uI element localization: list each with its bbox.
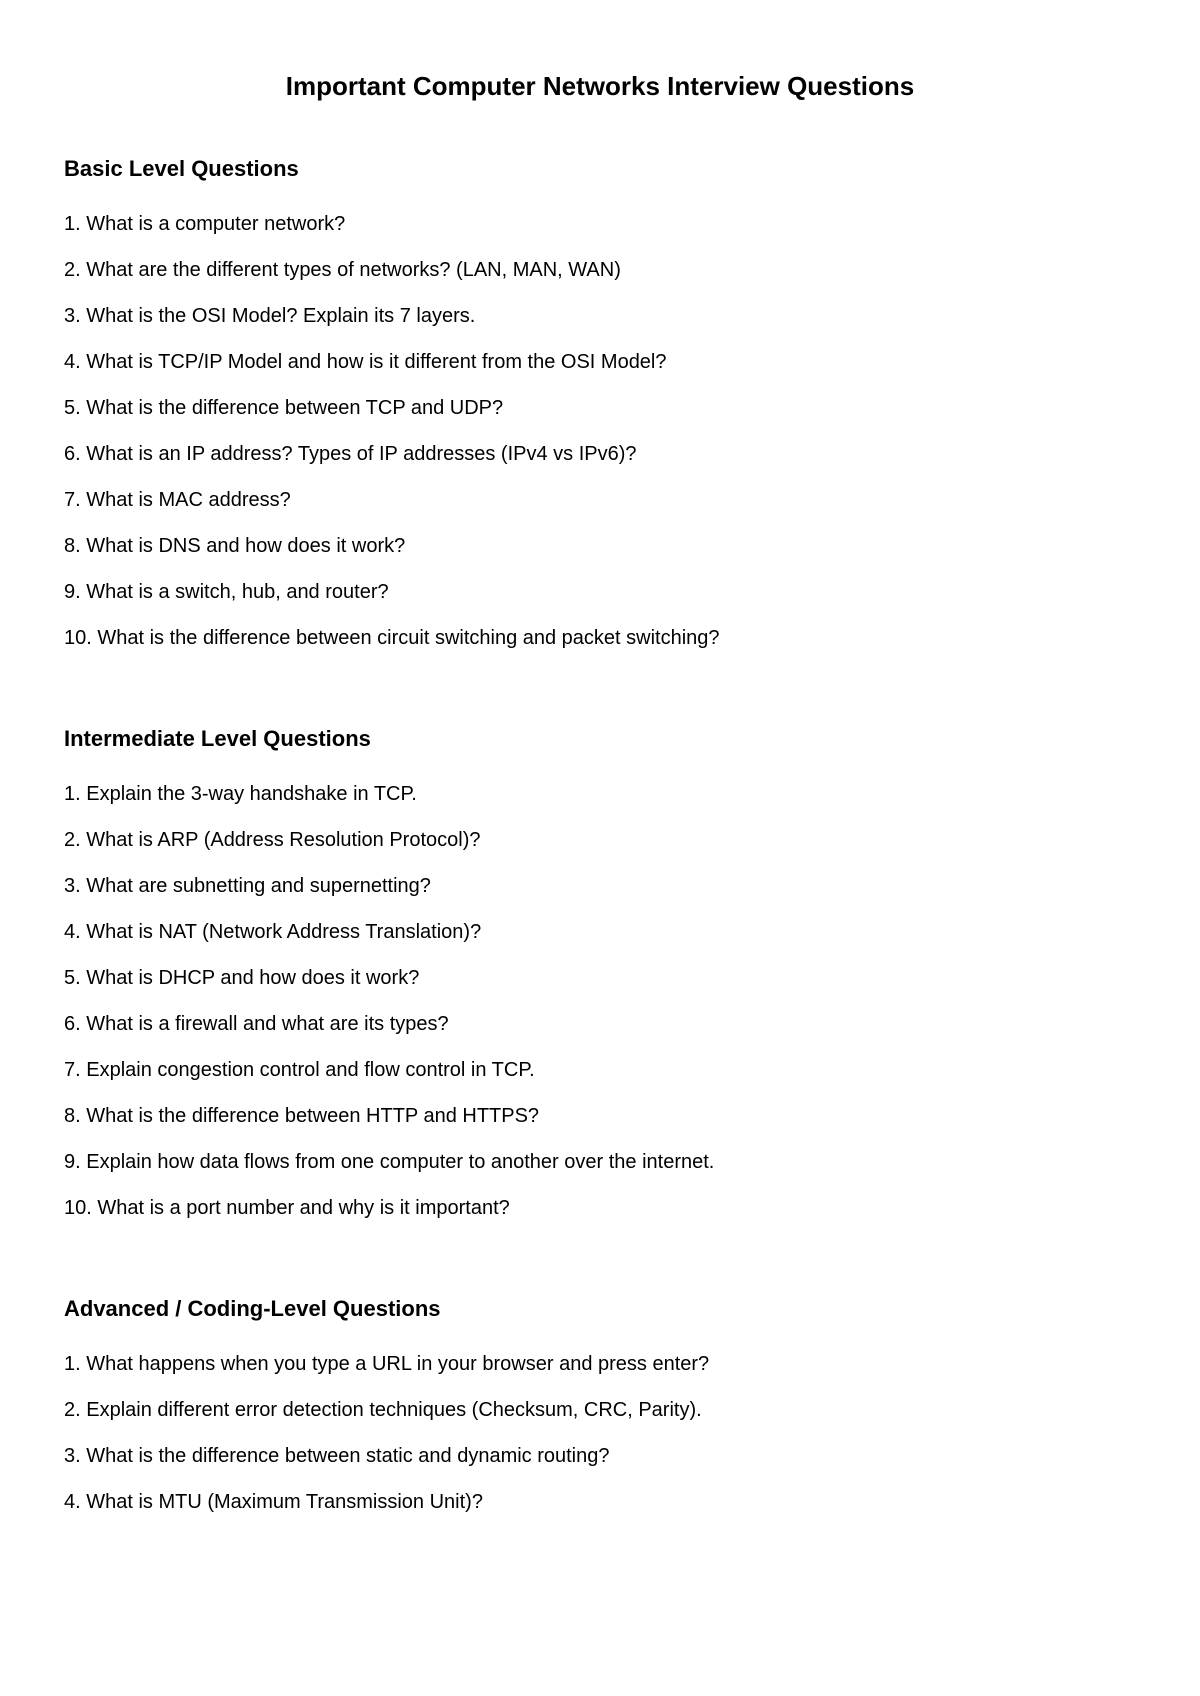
document-title: Important Computer Networks Interview Questions [285, 71, 915, 101]
question-item: 3. What is the difference between static and dynamic routing? [64, 1445, 610, 1467]
question-item: 1. What is a computer network? [64, 213, 346, 235]
question-item: 5. What is DHCP and how does it work? [64, 967, 420, 989]
question-item: 8. What is the difference between HTTP and HTTPS? [64, 1105, 540, 1127]
question-item: 4. What is TCP/IP Model and how is it different from the OSI Model? [64, 351, 667, 373]
question-item: 9. Explain how data flows from one computer to another over the internet. [64, 1151, 715, 1173]
section-heading: Advanced / Coding-Level Questions [64, 1296, 441, 1321]
question-item: 2. Explain different error detection techniques (Checksum, CRC, Parity). [64, 1399, 702, 1421]
question-item: 4. What is MTU (Maximum Transmission Unit)? [64, 1491, 483, 1513]
question-item: 1. Explain the 3-way handshake in TCP. [64, 783, 417, 805]
question-item: 1. What happens when you type a URL in your browser and press enter? [64, 1353, 710, 1375]
question-list [64, 1350, 1136, 1516]
question-item: 10. What is a port number and why is it important? [64, 1197, 510, 1219]
section-advanced-level [64, 1294, 1136, 1516]
section-intermediate-level [64, 724, 1136, 1222]
section-heading: Basic Level Questions [64, 156, 299, 181]
question-list [64, 210, 1136, 652]
question-item: 6. What is an IP address? Types of IP addresses (IPv4 vs IPv6)? [64, 443, 637, 465]
question-item: 4. What is NAT (Network Address Translation)? [64, 921, 482, 943]
question-item: 2. What is ARP (Address Resolution Protocol)? [64, 829, 481, 851]
section-basic-level [64, 154, 1136, 652]
question-item: 7. Explain congestion control and flow control in TCP. [64, 1059, 535, 1081]
question-item: 9. What is a switch, hub, and router? [64, 581, 389, 603]
question-item: 3. What are subnetting and supernetting? [64, 875, 431, 897]
question-item: 2. What are the different types of networks? (LAN, MAN, WAN) [64, 259, 621, 281]
question-item: 3. What is the OSI Model? Explain its 7 layers. [64, 305, 476, 327]
question-item: 10. What is the difference between circuit switching and packet switching? [64, 627, 720, 649]
question-item: 5. What is the difference between TCP and UDP? [64, 397, 504, 419]
section-heading: Intermediate Level Questions [64, 726, 371, 751]
question-item: 6. What is a firewall and what are its types? [64, 1013, 449, 1035]
question-item: 8. What is DNS and how does it work? [64, 535, 406, 557]
question-item: 7. What is MAC address? [64, 489, 291, 511]
question-list [64, 780, 1136, 1222]
